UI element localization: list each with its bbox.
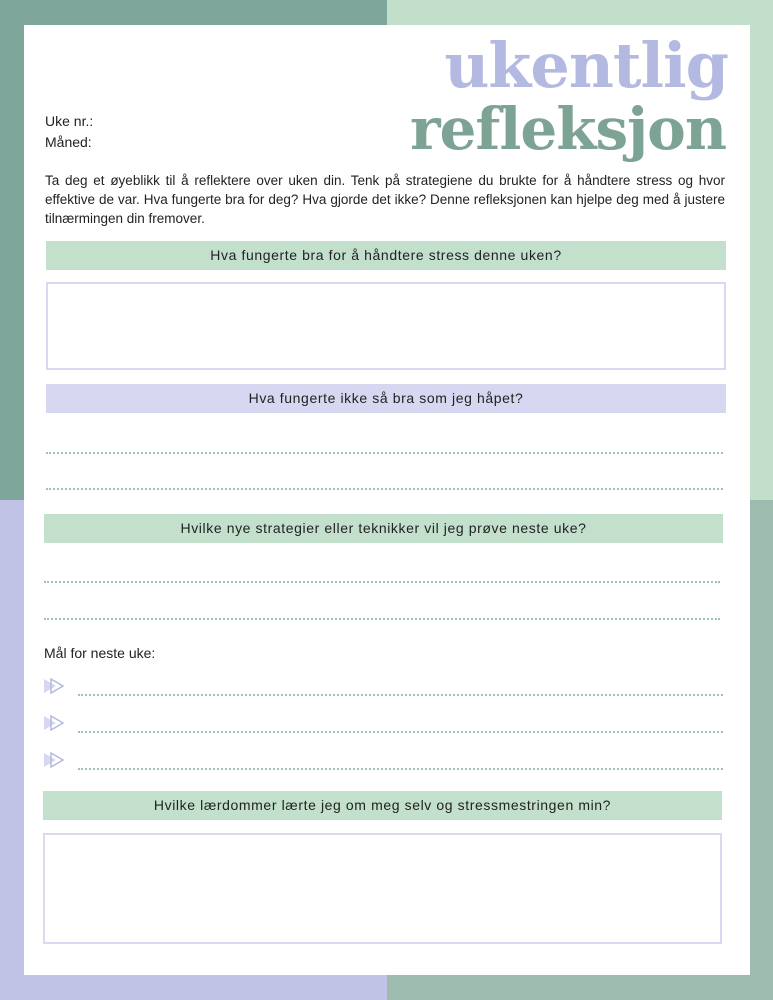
answer-box-worked[interactable] — [46, 282, 726, 370]
section-heading-not-worked: Hva fungerte ikke så bra som jeg håpet? — [46, 384, 726, 413]
week-number-label: Uke nr.: — [45, 113, 94, 129]
goal-line-1[interactable] — [78, 694, 723, 696]
goal-line-3[interactable] — [78, 768, 723, 770]
goal-line-2[interactable] — [78, 731, 723, 733]
goals-label: Mål for neste uke: — [44, 645, 156, 661]
answer-line-not-worked-2[interactable] — [46, 488, 723, 490]
worksheet — [24, 25, 750, 975]
double-triangle-arrow-icon — [43, 715, 65, 731]
title-line-1: ukentlig — [444, 29, 728, 102]
section-heading-new-strategies: Hvilke nye strategier eller teknikker vil jeg prøve neste uke? — [44, 514, 723, 543]
double-triangle-arrow-icon — [43, 678, 65, 694]
answer-box-lessons[interactable] — [43, 833, 722, 944]
month-label: Måned: — [45, 134, 92, 150]
answer-line-strategies-1[interactable] — [44, 581, 720, 583]
section-heading-lessons: Hvilke lærdommer lærte jeg om meg selv og stressmestringen min? — [43, 791, 722, 820]
double-triangle-arrow-icon — [43, 752, 65, 768]
answer-line-strategies-2[interactable] — [44, 618, 720, 620]
section-heading-worked: Hva fungerte bra for å håndtere stress denne uken? — [46, 241, 726, 270]
answer-line-not-worked-1[interactable] — [46, 452, 723, 454]
title-line-2: refleksjon — [409, 95, 726, 163]
intro-text: Ta deg et øyeblikk til å reflektere over uken din. Tenk på strategiene du brukte for å håndtere stress og hvor effektive de var. Hva fungerte bra for deg? Hva gjorde det ikke? Denne refleksjonen kan hjelpe deg med å justere tilnærmingen din fremover. — [45, 173, 725, 226]
